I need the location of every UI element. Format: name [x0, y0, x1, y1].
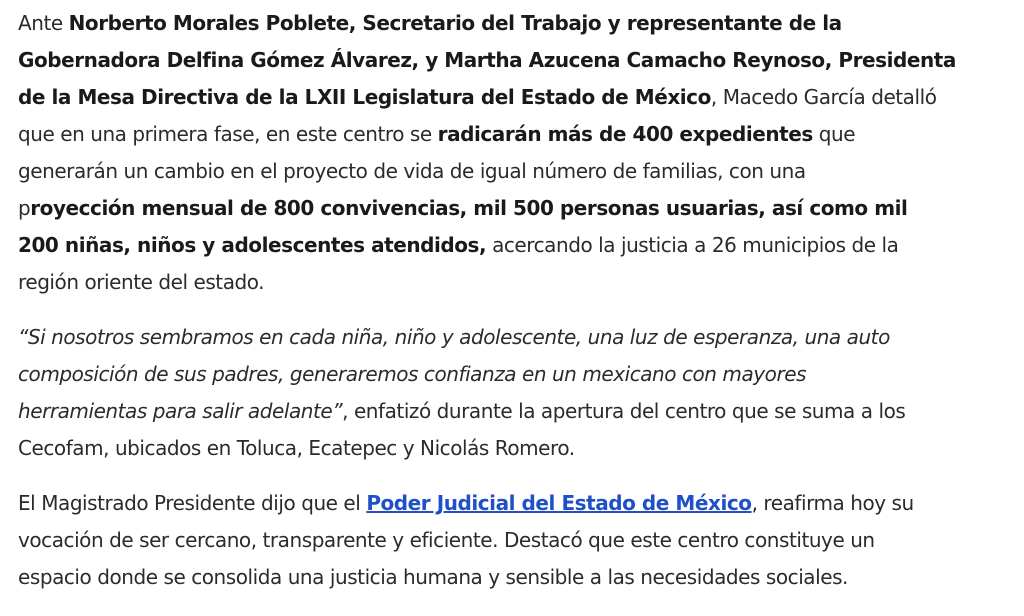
bold-text: 200 niñas, niños y adolescentes atendidos, [18, 233, 487, 257]
text-line [18, 5, 1008, 42]
text-line [18, 430, 1008, 467]
text-line [18, 190, 1008, 227]
text-run: , enfatizó durante la apertura del centro que se suma a los [342, 399, 906, 423]
text-line [18, 116, 1008, 153]
text-line [18, 522, 1008, 559]
paragraph-gap [18, 467, 1008, 485]
text-line [18, 356, 1008, 393]
text-run: p [18, 196, 31, 220]
bold-text: de la Mesa Directiva de la LXII Legislatura del Estado de México [18, 85, 711, 109]
quote-text: “Si nosotros sembramos en cada niña, niño y adolescente, una luz de esperanza, una auto [18, 325, 890, 349]
paragraph-3 [18, 485, 1008, 596]
text-run: Cecofam, ubicados en Toluca, Ecatepec y Nicolás Romero. [18, 436, 575, 460]
text-run: acercando la justicia a 26 municipios de la [486, 233, 899, 257]
text-run: generarán un cambio en el proyecto de vida de igual número de familias, con una [18, 159, 806, 183]
text-line [18, 42, 1008, 79]
text-run: que [812, 122, 856, 146]
poder-judicial-link[interactable]: Poder Judicial del Estado de México [366, 491, 752, 515]
text-line [18, 79, 1008, 116]
text-run: , Macedo García detalló [710, 85, 937, 109]
text-run: Ante [18, 11, 69, 35]
article-body [18, 5, 1008, 596]
paragraph-2 [18, 319, 1008, 467]
text-line [18, 264, 1008, 301]
bold-text: royección mensual de 800 convivencias, mil 500 personas usuarias, así como mil [30, 196, 908, 220]
bold-text: Gobernadora Delfina Gómez Álvarez, y Martha Azucena Camacho Reynoso, Presidenta [18, 48, 956, 72]
quote-text: herramientas para salir adelante” [18, 399, 343, 423]
text-line [18, 153, 1008, 190]
text-run: El Magistrado Presidente dijo que el [18, 491, 367, 515]
bold-text: radicarán más de 400 expedientes [437, 122, 813, 146]
text-run: que en una primera fase, en este centro se [18, 122, 438, 146]
paragraph-gap [18, 301, 1008, 319]
text-run: , reafirma hoy su [751, 491, 914, 515]
bold-text: Norberto Morales Poblete, Secretario del Trabajo y representante de la [68, 11, 842, 35]
text-run: región oriente del estado. [18, 270, 265, 294]
quote-text: composición de sus padres, generaremos confianza en un mexicano con mayores [18, 362, 807, 386]
text-line [18, 319, 1008, 356]
text-line [18, 559, 1008, 596]
paragraph-1 [18, 5, 1008, 301]
text-line [18, 227, 1008, 264]
text-line [18, 393, 1008, 430]
text-run: vocación de ser cercano, transparente y eficiente. Destacó que este centro constituye un [18, 528, 875, 552]
text-line [18, 485, 1008, 522]
text-run: espacio donde se consolida una justicia humana y sensible a las necesidades sociales. [18, 565, 848, 589]
